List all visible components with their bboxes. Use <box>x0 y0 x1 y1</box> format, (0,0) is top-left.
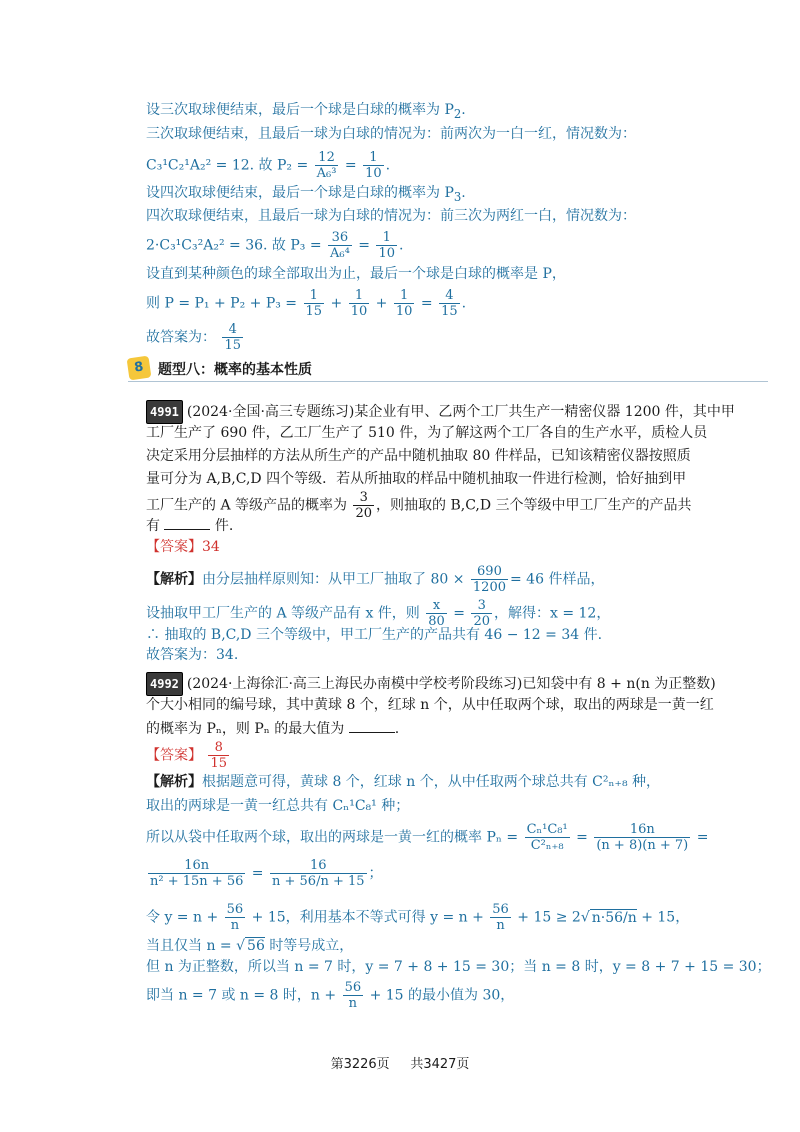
q4991-analysis-2: 设抽取甲工厂生产的 A 等级产品有 x 件，则 $\frac{x}{80}$ = $\frac{3}{20}$ ，解得：x = 12， <box>146 598 611 629</box>
section-badge: 8 <box>127 356 152 381</box>
solution-line-5: 四次取球便结束，且最后一球为白球的情况为：前三次为两红一白，情况数为： <box>146 208 636 224</box>
solution-line-3: C₃¹C₂¹A₂² = 12. 故 P₂ = $\frac{12}{\text{A₆³}}$ = $\frac{1}{10}$ . <box>146 150 391 181</box>
answer-blank <box>164 515 210 530</box>
q4991-answer: 【答案】34 <box>146 539 220 555</box>
q4992-line-1: 4992 (2024·上海徐汇·高三上海民办南模中学校考阶段练习)已知袋中有 8 + n(n 为正整数) <box>146 672 716 696</box>
page-footer <box>0 1053 800 1072</box>
q4991-line-6: 有 件. <box>146 515 233 536</box>
solution-line-6: 2·C₃¹C₃²A₂² = 36. 故 P₃ = $\frac{36}{\text{A₆⁴}}$ = $\frac{1}{10}$ . <box>146 230 404 261</box>
solution-line-9: 故答案为： $\frac{4}{15}$ <box>146 322 241 353</box>
q4991-line-1: 4991 (2024·全国·高三专题练习)某企业有甲、乙两个工厂共生产一精密仪器 1200 件，其中甲 <box>146 400 735 424</box>
q4991-line-2: 工厂生产了 690 件，乙工厂生产了 510 件，为了解这两个工厂各自的生产水平，质检人员 <box>146 425 708 441</box>
q4992-answer: 【答案】 $\frac{8}{15}$ <box>146 740 227 771</box>
q4992-analysis-2: 取出的两球是一黄一红总共有 Cₙ¹C₈¹ 种； <box>146 798 410 814</box>
page-number: 第3226页 <box>330 1057 390 1072</box>
q4991-line-3: 决定采用分层抽样的方法从所生产的产品中随机抽取 80 件样品，已知该精密仪器按照质 <box>146 448 691 464</box>
q4991-line-5: 工厂生产的 A 等级产品的概率为 $\frac{3}{20}$ ，则抽取的 B,C,D 三个等级中甲工厂生产的产品共 <box>146 490 692 521</box>
section-title: 题型八：概率的基本性质 <box>158 362 312 378</box>
q4992-analysis-8: 即当 n = 7 或 n = 8 时，n + $\frac{56}{n}$ + 15 的最小值为 30， <box>146 980 515 1011</box>
q4992-line-2: 个大小相同的编号球，其中黄球 8 个，红球 n 个，从中任取两个球，取出的两球是一黄一红 <box>146 697 714 713</box>
question-number: 4991 <box>146 400 183 424</box>
q4992-analysis-3: 所以从袋中任取两个球，取出的两球是一黄一红的概率 Pₙ = $\frac{\text{Cₙ¹C₈¹}}{\text{C²ₙ₊₈}}$ = $\frac{16n}{(n + 8)(n + 7)}$ = <box>146 822 709 853</box>
question-number: 4992 <box>146 672 183 696</box>
section-heading <box>128 357 768 382</box>
q4991-analysis-1: 【解析】由分层抽样原则知：从甲工厂抽取了 80 × $\frac{690}{1200}$ = 46 件样品， <box>146 564 605 595</box>
page-total: 共3427页 <box>410 1057 470 1072</box>
solution-line-8: 则 P = P₁ + P₂ + P₃ = $\frac{1}{15}$ + $\frac{1}{10}$ + $\frac{1}{10}$ = $\frac{4}{15}$ . <box>146 288 467 319</box>
q4992-analysis-1: 【解析】根据题意可得，黄球 8 个，红球 n 个，从中任取两个球总共有 C²ₙ₊₈ 种， <box>146 774 661 790</box>
answer-blank <box>349 718 395 733</box>
solution-line-1: 设三次取球便结束，最后一个球是白球的概率为 $P_2$. <box>146 102 466 121</box>
q4992-line-3: 的概率为 Pₙ，则 Pₙ 的最大值为 . <box>146 718 399 739</box>
q4992-analysis-7: 但 n 为正整数，所以当 n = 7 时，y = 7 + 8 + 15 = 30；当 n = 8 时，y = 8 + 7 + 15 = 30； <box>146 959 771 975</box>
solution-line-2: 三次取球便结束，且最后一球为白球的情况为：前两次为一白一红，情况数为： <box>146 126 636 142</box>
q4992-analysis-4: $\frac{16n}{\text{n² + 15n + 56}}$ = $\frac{16}{n + 56/n + 15}$ ； <box>150 858 383 889</box>
solution-line-4: 设四次取球便结束，最后一个球是白球的概率为 $P_3$. <box>146 185 466 204</box>
q4991-analysis-3: ∴ 抽取的 B,C,D 三个等级中，甲工厂生产的产品共有 46 − 12 = 34 件. <box>146 627 603 643</box>
q4991-line-4: 量可分为 A,B,C,D 四个等级．若从所抽取的样品中随机抽取一件进行检测，恰好抽到甲 <box>146 471 687 487</box>
q4992-analysis-5: 令 y = n + $\frac{56}{n}$ + 15，利用基本不等式可得 y = n + $\frac{56}{n}$ + 15 ≥ 2√ n·56/n + 15， <box>146 902 690 933</box>
q4992-analysis-6: 当且仅当 n = √ 56 时等号成立， <box>146 938 354 954</box>
solution-line-7: 设直到某种颜色的球全部取出为止，最后一个球是白球的概率是 P， <box>146 266 566 282</box>
q4991-analysis-4: 故答案为：34. <box>146 647 239 663</box>
